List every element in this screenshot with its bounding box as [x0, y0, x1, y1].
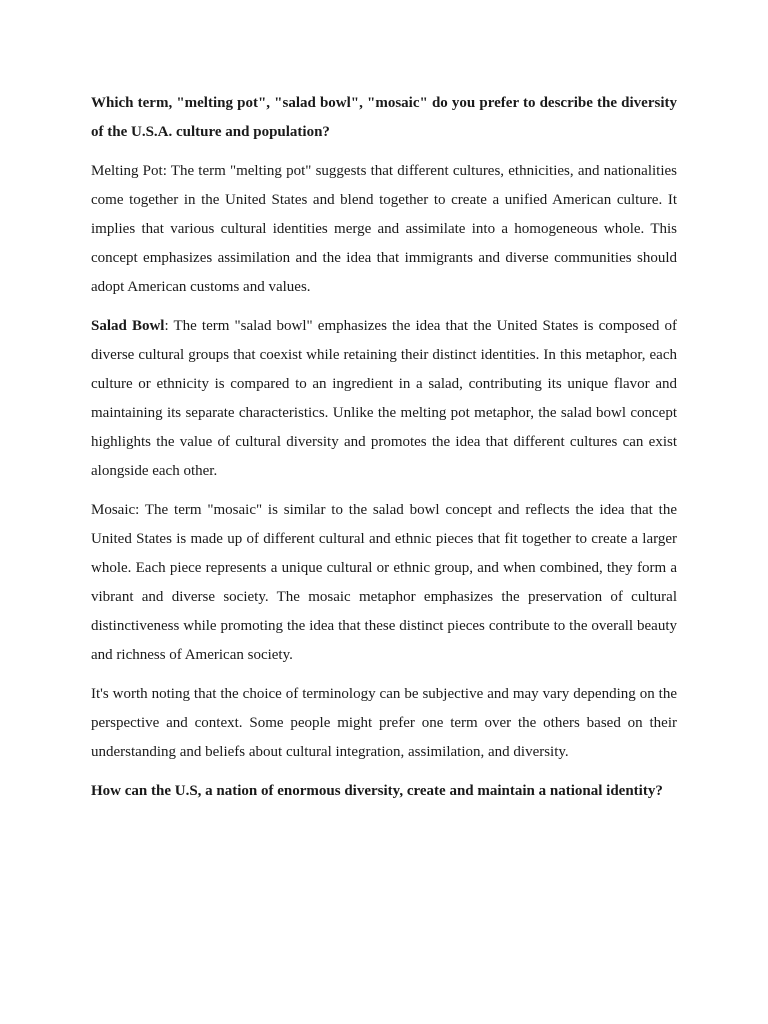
document-body: [91, 89, 677, 816]
question-heading-1: Which term, "melting pot", "salad bowl", "mosaic" do you prefer to describe the diversity of the U.S.A. culture and population?: [91, 95, 677, 140]
salad-bowl-text: : The term "salad bowl" emphasizes the idea that the United States is composed of diverse cultural groups that coexist while retaining their distinct identities. In this metaphor, each culture or ethnicity is compared to an ingredient in a salad, contributing its unique flavor and maintaining its separate characteristics. Unlike the melting pot metaphor, the salad bowl concept highlights the value of cultural diversity and promotes the idea that different cultures can exist alongside each other.: [91, 318, 677, 479]
terminology-note-paragraph: It's worth noting that the choice of terminology can be subjective and may vary depending on the perspective and context. Some people might prefer one term over the others based on their understanding and beliefs about cultural integration, assimilation, and diversity.: [91, 686, 677, 760]
salad-bowl-paragraph: [91, 312, 677, 486]
melting-pot-paragraph: Melting Pot: The term "melting pot" suggests that different cultures, ethnicities, and nationalities come together in the United States and blend together to create a unified American culture. It implies that various cultural identities merge and assimilate into a homogeneous whole. This concept emphasizes assimilation and the idea that immigrants and diverse communities should adopt American customs and values.: [91, 163, 677, 295]
question-heading-2: How can the U.S, a nation of enormous diversity, create and maintain a national identity?: [91, 783, 663, 799]
mosaic-paragraph: Mosaic: The term "mosaic" is similar to the salad bowl concept and reflects the idea that the United States is made up of different cultural and ethnic pieces that fit together to create a larger whole. Each piece represents a unique cultural or ethnic group, and when combined, they form a vibrant and diverse society. The mosaic metaphor emphasizes the preservation of cultural distinctiveness while promoting the idea that these distinct pieces contribute to the overall beauty and richness of American society.: [91, 502, 677, 663]
salad-bowl-term: Salad Bowl: [91, 318, 165, 334]
